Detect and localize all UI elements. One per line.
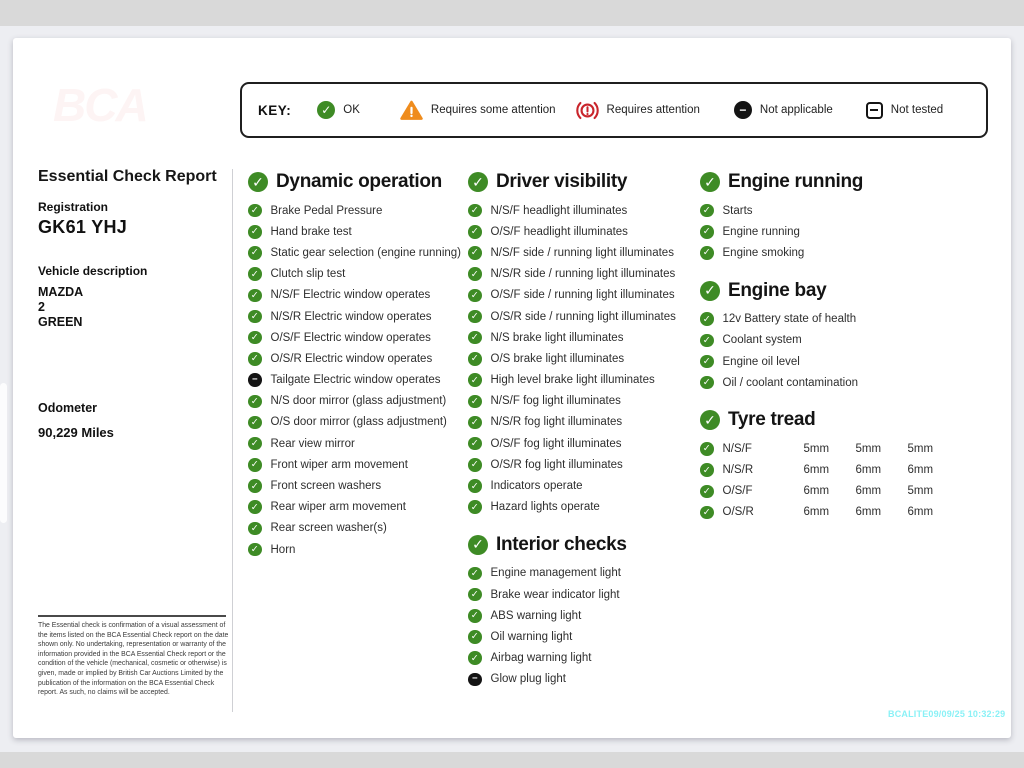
check-item-label: ABS warning light bbox=[490, 609, 582, 622]
check-item bbox=[248, 285, 471, 306]
check-item bbox=[700, 221, 942, 242]
ok-icon bbox=[468, 331, 482, 345]
section-title: Engine running bbox=[728, 171, 864, 192]
check-item bbox=[248, 454, 471, 475]
check-item-label: O/S/F bbox=[722, 485, 753, 498]
ok-icon bbox=[248, 416, 262, 430]
check-item-label: O/S/F fog light illuminates bbox=[490, 437, 622, 450]
check-item-label: Engine management light bbox=[490, 567, 621, 580]
check-item bbox=[468, 454, 698, 475]
check-item-label: O/S brake light illuminates bbox=[490, 352, 625, 365]
tyre-tread-value: 5mm bbox=[907, 485, 934, 498]
section-header bbox=[700, 168, 942, 196]
key-item-ok bbox=[317, 101, 360, 119]
check-item-label: Engine running bbox=[722, 225, 800, 238]
ok-icon bbox=[700, 225, 714, 239]
check-item bbox=[248, 200, 471, 221]
ok-icon bbox=[468, 416, 482, 430]
check-item-label: Brake wear indicator light bbox=[490, 588, 620, 601]
tyre-tread-value: 6mm bbox=[907, 464, 934, 477]
ok-icon bbox=[700, 410, 720, 430]
not-applicable-icon bbox=[468, 673, 482, 687]
check-item bbox=[700, 481, 942, 502]
check-item bbox=[248, 433, 471, 454]
ok-icon bbox=[700, 204, 714, 218]
ok-icon bbox=[248, 437, 262, 451]
tyre-tread-value: 6mm bbox=[803, 464, 830, 477]
ok-icon bbox=[700, 376, 714, 390]
ok-icon bbox=[248, 500, 262, 514]
check-item-label: Hazard lights operate bbox=[490, 501, 600, 514]
ok-icon bbox=[700, 485, 714, 499]
check-item-label: Engine oil level bbox=[722, 355, 800, 368]
sidebar bbox=[38, 166, 228, 440]
registration-label: Registration bbox=[38, 199, 109, 214]
ok-icon bbox=[468, 651, 482, 665]
disclaimer-rule bbox=[38, 615, 226, 617]
tyre-tread-value: 5mm bbox=[855, 442, 882, 455]
ok-icon bbox=[248, 543, 262, 557]
key-item-not-applicable bbox=[734, 101, 833, 119]
section-title: Tyre tread bbox=[728, 409, 816, 431]
check-item bbox=[468, 200, 698, 221]
ok-icon bbox=[248, 204, 262, 218]
ok-icon bbox=[468, 567, 482, 581]
check-item bbox=[700, 351, 942, 372]
check-item-label: O/S/R fog light illuminates bbox=[490, 458, 623, 471]
check-item bbox=[468, 433, 698, 454]
check-item-label: N/S/R bbox=[722, 464, 754, 477]
check-item bbox=[700, 438, 942, 459]
check-item-label: N/S/F Electric window operates bbox=[270, 289, 431, 302]
ok-icon bbox=[468, 479, 482, 493]
key-label: KEY: bbox=[258, 102, 292, 118]
check-item-label: Front screen washers bbox=[270, 480, 382, 493]
check-item bbox=[248, 264, 471, 285]
section-header bbox=[700, 277, 942, 305]
check-item-label: Rear view mirror bbox=[270, 437, 355, 450]
ok-icon bbox=[700, 355, 714, 369]
check-item-label: O/S/F Electric window operates bbox=[270, 331, 431, 344]
section-header bbox=[700, 406, 942, 434]
check-item-label: Tailgate Electric window operates bbox=[270, 374, 441, 387]
section-title: Interior checks bbox=[496, 533, 627, 555]
vehicle-model: 2 bbox=[38, 299, 45, 314]
ok-icon bbox=[468, 267, 482, 281]
check-item bbox=[248, 306, 471, 327]
check-item bbox=[248, 412, 471, 433]
check-item-label: O/S door mirror (glass adjustment) bbox=[270, 416, 447, 429]
not-tested-icon bbox=[866, 102, 883, 119]
check-item bbox=[468, 285, 698, 306]
key-item-not-tested bbox=[866, 102, 943, 119]
vehicle-make: MAZDA bbox=[38, 284, 84, 299]
ok-icon bbox=[248, 289, 262, 303]
ok-icon bbox=[468, 535, 488, 555]
check-item bbox=[700, 502, 942, 523]
check-item-label: N/S/F bbox=[722, 442, 752, 455]
ok-icon bbox=[700, 442, 714, 456]
key-item-label: Not applicable bbox=[759, 104, 833, 116]
check-item-label: Brake Pedal Pressure bbox=[270, 204, 383, 217]
checks-column-2 bbox=[468, 166, 698, 690]
check-item bbox=[248, 370, 471, 391]
ok-icon bbox=[248, 172, 268, 192]
ok-icon bbox=[700, 246, 714, 260]
warning-triangle-icon bbox=[400, 99, 423, 122]
ok-icon bbox=[700, 172, 720, 192]
check-item bbox=[468, 221, 698, 242]
check-item bbox=[468, 584, 698, 605]
check-item-label: N/S/F side / running light illuminates bbox=[490, 246, 674, 259]
check-item-label: Front wiper arm movement bbox=[270, 458, 408, 471]
section-title: Driver visibility bbox=[496, 171, 628, 192]
check-item-label: Horn bbox=[270, 543, 296, 556]
disclaimer-text: The Essential check is confirmation of a visual assessment of the items listed on the BCA Essential Check report on the date shown only. No undertaking, representation or warranty of the information provided in the BCA Essential Check report or the condition of the vehicle (mechanical, cosmetic or otherwise) is given, made or implied by British Car Auctions Limited by the publication of the information on the BCA Essential Check report. As such, no claims will be accepted. bbox=[38, 622, 229, 697]
ok-icon bbox=[700, 312, 714, 326]
vehicle-description-label: Vehicle description bbox=[38, 263, 148, 278]
ok-icon bbox=[700, 281, 720, 301]
timestamp-watermark: BCALITE09/09/25 10:32:29 bbox=[888, 709, 1006, 719]
check-item-label: Glow plug light bbox=[490, 673, 566, 686]
check-item bbox=[468, 669, 698, 690]
vehicle-description bbox=[38, 285, 228, 330]
ok-icon bbox=[248, 479, 262, 493]
ok-icon bbox=[317, 101, 335, 119]
tyre-tread-value: 6mm bbox=[855, 485, 882, 498]
ok-icon bbox=[468, 225, 482, 239]
ok-icon bbox=[468, 310, 482, 324]
ok-icon bbox=[468, 630, 482, 644]
key-item-attention bbox=[576, 99, 700, 122]
check-item-label: O/S/F side / running light illuminates bbox=[490, 289, 675, 302]
tyre-tread-value: 6mm bbox=[855, 506, 882, 519]
check-item-label: Oil / coolant contamination bbox=[722, 376, 859, 389]
ok-icon bbox=[248, 225, 262, 239]
check-item-label: Coolant system bbox=[722, 334, 802, 347]
check-item bbox=[468, 348, 698, 369]
check-item bbox=[468, 327, 698, 348]
section-title: Engine bay bbox=[728, 279, 827, 301]
check-item bbox=[700, 372, 942, 393]
brake-warning-icon bbox=[576, 99, 599, 122]
odometer-value: 90,229 Miles bbox=[38, 424, 114, 440]
check-item bbox=[468, 563, 698, 584]
check-item bbox=[468, 626, 698, 647]
check-item-label: Indicators operate bbox=[490, 480, 583, 493]
ok-icon bbox=[700, 463, 714, 477]
ok-icon bbox=[248, 458, 262, 472]
key-legend bbox=[240, 82, 988, 138]
bca-logo: BCA bbox=[53, 79, 147, 131]
check-item bbox=[248, 539, 471, 560]
check-item bbox=[700, 330, 942, 351]
ok-icon bbox=[468, 588, 482, 602]
check-item-label: N/S door mirror (glass adjustment) bbox=[270, 395, 447, 408]
check-item bbox=[700, 200, 942, 221]
tyre-tread-value: 6mm bbox=[803, 485, 830, 498]
ok-icon bbox=[248, 522, 262, 536]
ok-icon bbox=[248, 395, 262, 409]
check-item-label: Static gear selection (engine running) bbox=[270, 246, 462, 259]
check-item bbox=[468, 648, 698, 669]
check-item bbox=[700, 242, 942, 263]
ok-icon bbox=[468, 373, 482, 387]
check-item bbox=[248, 518, 471, 539]
check-item-label: Rear wiper arm movement bbox=[270, 501, 406, 514]
check-item bbox=[468, 370, 698, 391]
check-item bbox=[468, 264, 698, 285]
section-header bbox=[468, 168, 698, 196]
scan-artifact bbox=[0, 383, 7, 523]
check-item bbox=[468, 497, 698, 518]
key-item-some-attention bbox=[400, 99, 556, 122]
check-item-label: O/S/F headlight illuminates bbox=[490, 225, 628, 238]
check-item-label: N/S/F headlight illuminates bbox=[490, 204, 628, 217]
check-item bbox=[248, 242, 471, 263]
check-item bbox=[468, 412, 698, 433]
key-item-label: Requires some attention bbox=[430, 104, 556, 116]
ok-icon bbox=[468, 172, 488, 192]
check-item-label: Clutch slip test bbox=[270, 268, 346, 281]
odometer-label: Odometer bbox=[38, 400, 98, 415]
check-item-label: N/S/R fog light illuminates bbox=[490, 416, 623, 429]
tyre-tread-value: 6mm bbox=[907, 506, 934, 519]
ok-icon bbox=[468, 609, 482, 623]
section-header bbox=[248, 168, 471, 196]
section-title: Dynamic operation bbox=[276, 171, 442, 192]
check-item bbox=[468, 391, 698, 412]
not-applicable-icon bbox=[248, 373, 262, 387]
check-item-label: O/S/R side / running light illuminates bbox=[490, 310, 676, 323]
check-item-label: Engine smoking bbox=[722, 246, 805, 259]
ok-icon bbox=[468, 204, 482, 218]
check-item-label: Airbag warning light bbox=[490, 652, 592, 665]
check-item-label: N/S brake light illuminates bbox=[490, 331, 624, 344]
not-applicable-icon bbox=[734, 101, 752, 119]
report-page bbox=[13, 38, 1011, 738]
check-item bbox=[468, 475, 698, 496]
check-item-label: N/S/R Electric window operates bbox=[270, 310, 432, 323]
ok-icon bbox=[248, 246, 262, 260]
check-item-label: O/S/R bbox=[722, 506, 754, 519]
check-item bbox=[248, 497, 471, 518]
report-title: Essential Check Report bbox=[38, 168, 217, 185]
check-item bbox=[468, 306, 698, 327]
sidebar-divider bbox=[232, 169, 233, 712]
key-item-label: Not tested bbox=[890, 104, 944, 116]
key-item-label: Requires attention bbox=[606, 104, 700, 116]
ok-icon bbox=[468, 289, 482, 303]
key-item-label: OK bbox=[343, 104, 360, 116]
ok-icon bbox=[248, 310, 262, 324]
checks-column-1 bbox=[248, 166, 471, 560]
check-item bbox=[700, 460, 942, 481]
check-item bbox=[248, 391, 471, 412]
ok-icon bbox=[468, 458, 482, 472]
check-item-label: Rear screen washer(s) bbox=[270, 522, 387, 535]
tyre-tread-value: 5mm bbox=[803, 442, 830, 455]
check-item bbox=[248, 348, 471, 369]
check-item-label: Hand brake test bbox=[270, 225, 352, 238]
check-item-label: O/S/R Electric window operates bbox=[270, 352, 433, 365]
check-item bbox=[468, 605, 698, 626]
tyre-tread-value: 5mm bbox=[907, 442, 934, 455]
ok-icon bbox=[468, 500, 482, 514]
vehicle-colour: GREEN bbox=[38, 314, 83, 329]
check-item bbox=[248, 475, 471, 496]
check-item-label: 12v Battery state of health bbox=[722, 313, 857, 326]
ok-icon bbox=[700, 506, 714, 520]
check-item-label: N/S/F fog light illuminates bbox=[490, 395, 621, 408]
check-item-label: N/S/R side / running light illuminates bbox=[490, 268, 676, 281]
tyre-tread-value: 6mm bbox=[803, 506, 830, 519]
ok-icon bbox=[468, 437, 482, 451]
ok-icon bbox=[248, 352, 262, 366]
check-item-label: Starts bbox=[722, 204, 753, 217]
checks-column-3 bbox=[700, 166, 942, 523]
ok-icon bbox=[700, 334, 714, 348]
disclaimer bbox=[38, 615, 230, 698]
check-item bbox=[248, 221, 471, 242]
tyre-tread-value: 6mm bbox=[855, 464, 882, 477]
ok-icon bbox=[468, 395, 482, 409]
check-item bbox=[700, 309, 942, 330]
check-item-label: High level brake light illuminates bbox=[490, 374, 655, 387]
check-item-label: Oil warning light bbox=[490, 630, 573, 643]
registration-value: GK61 YHJ bbox=[38, 216, 128, 237]
ok-icon bbox=[248, 331, 262, 345]
ok-icon bbox=[248, 267, 262, 281]
section-header bbox=[468, 531, 698, 559]
ok-icon bbox=[468, 352, 482, 366]
ok-icon bbox=[468, 246, 482, 260]
check-item bbox=[468, 242, 698, 263]
check-item bbox=[248, 327, 471, 348]
